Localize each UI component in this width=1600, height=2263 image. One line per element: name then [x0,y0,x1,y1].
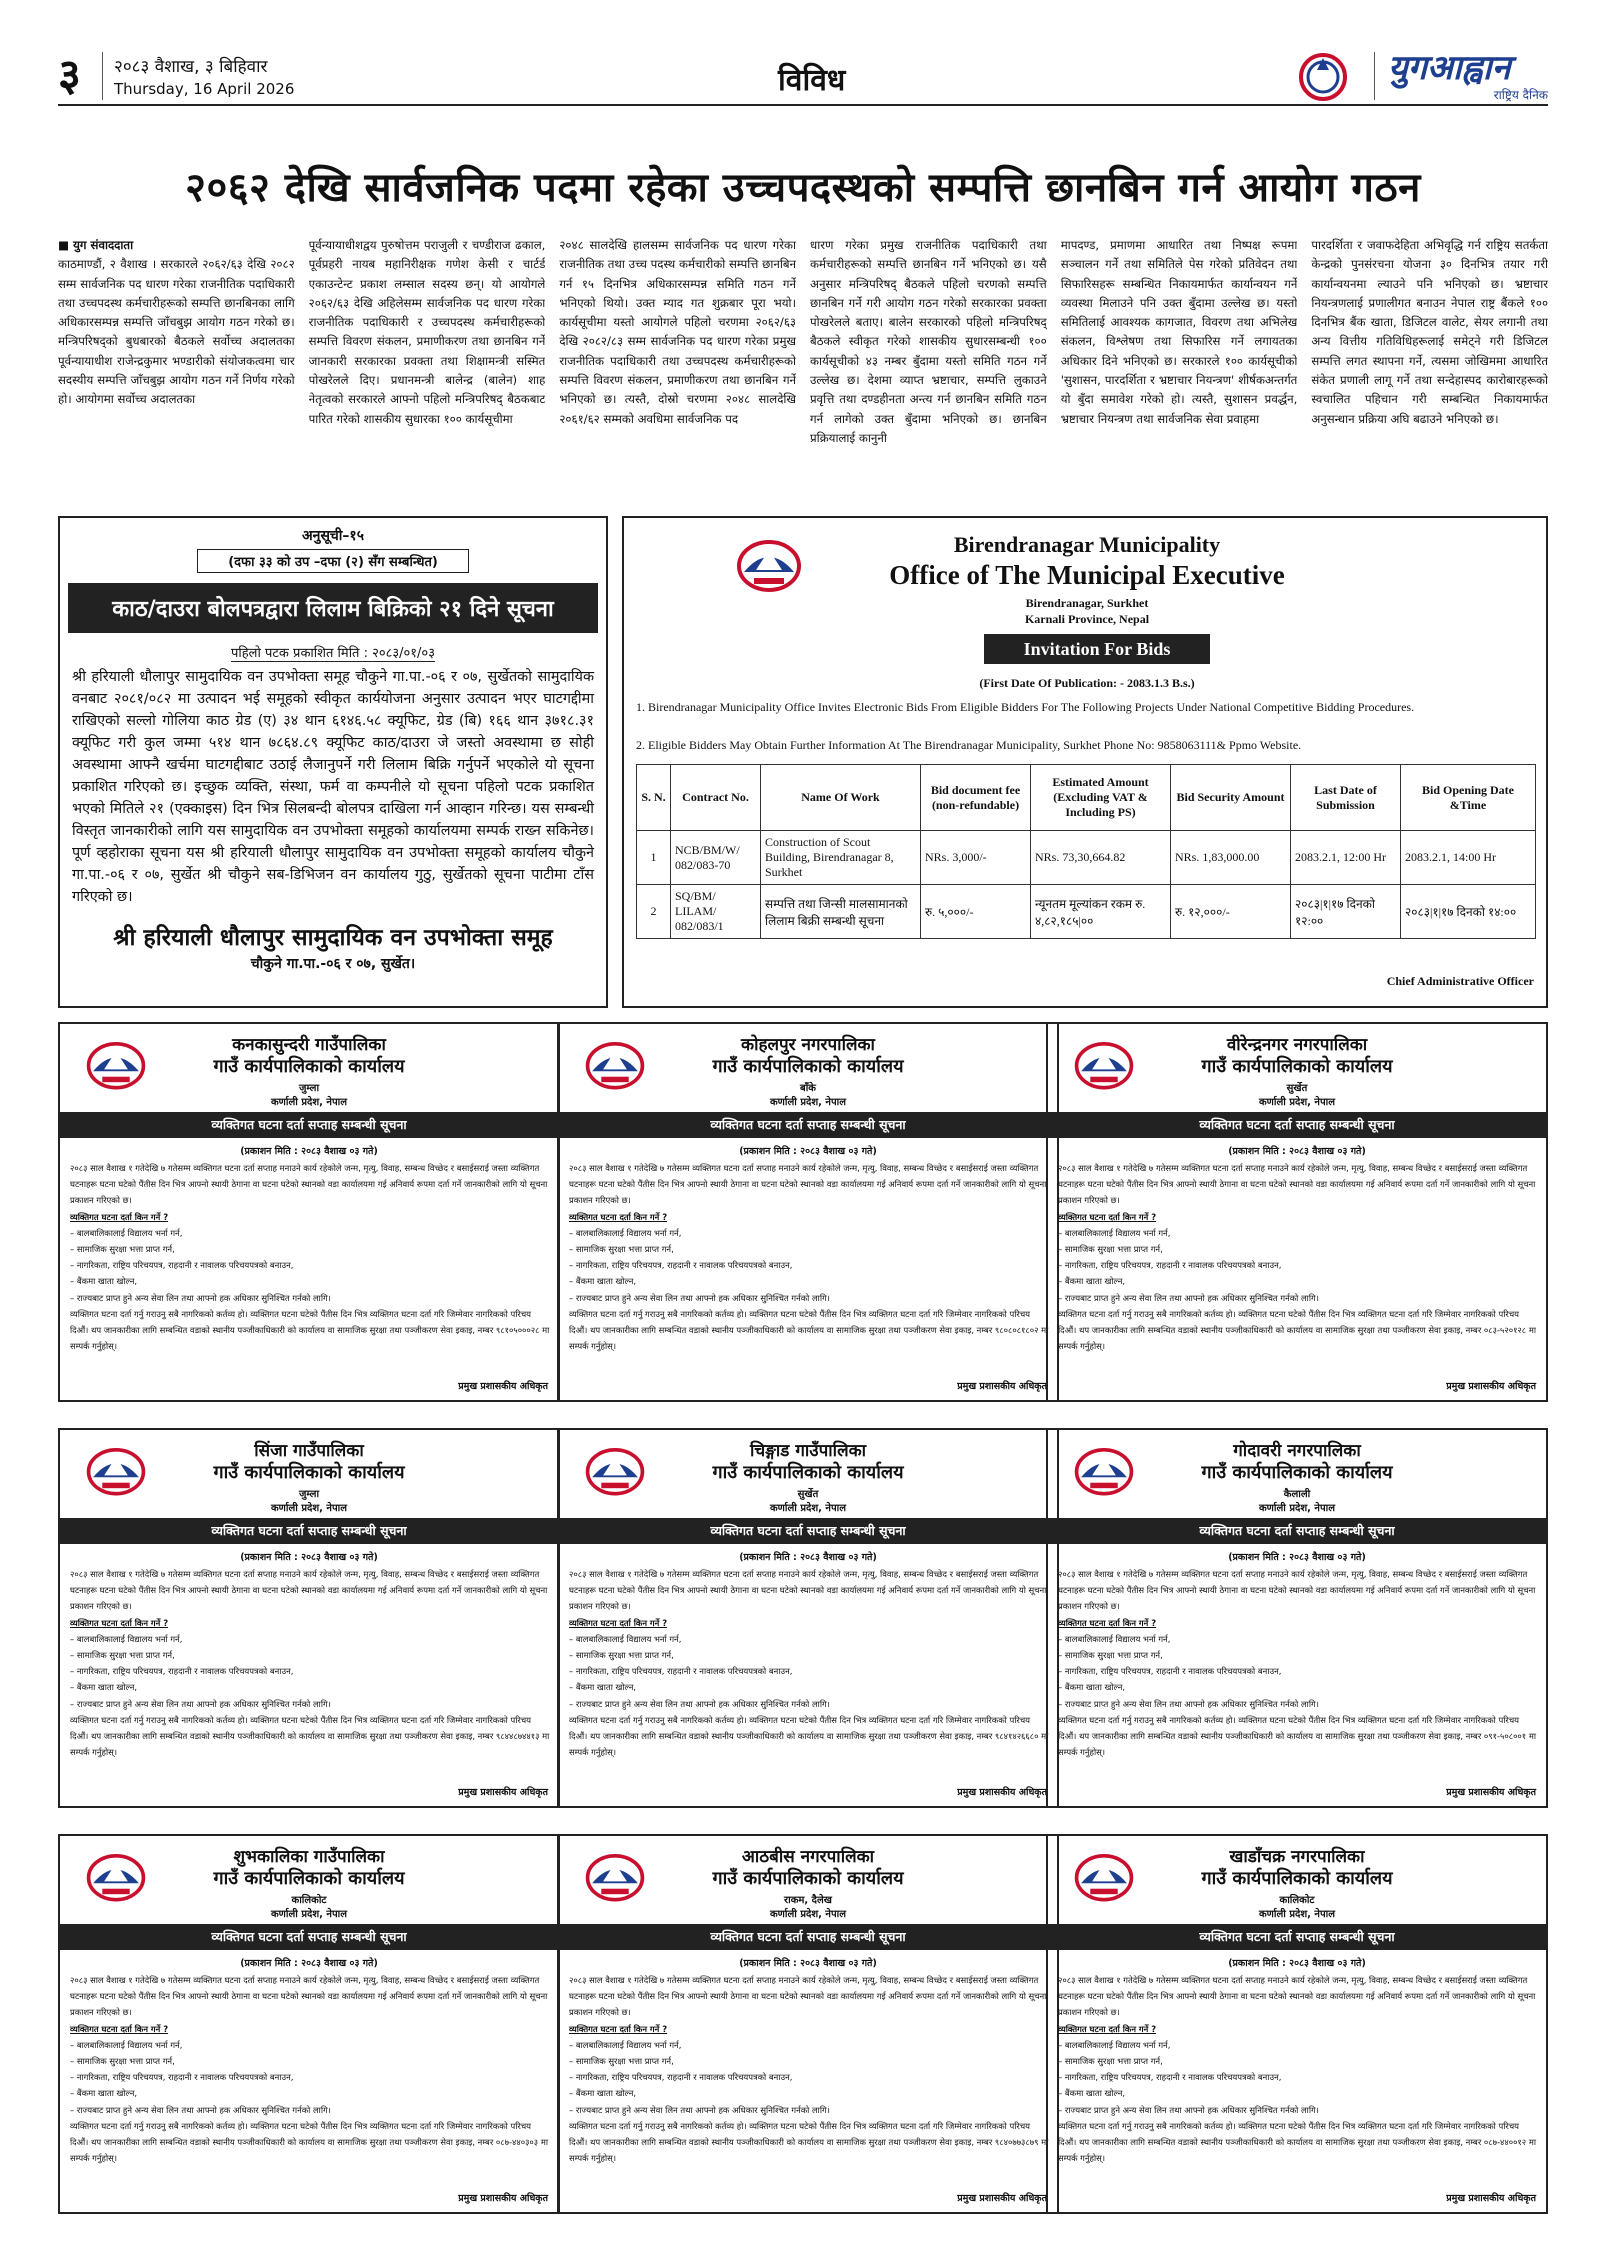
province-name: कर्णाली प्रदेश, नेपाल [769,1097,847,1108]
organization-name: श्री हरियाली धौलापुर सामुदायिक वन उपभोक्ता समूह [113,925,553,951]
office-name: गाउँ कार्यपालिकाको कार्यालय [213,1868,405,1889]
table-cell: Construction of Scout Building, Birendranagar 8, Surkhet [761,831,921,885]
table-cell: २०८३|१|१७ दिनको १४:०० [1401,885,1536,939]
closing-text: व्यक्तिगत घटना दर्ता गर्नु गराउनु सबै नागरिकको कर्तव्य हो। व्यक्तिगत घटना घटेको पैंतीस दिन भित्र व्यक्तिगत घटना दर्ता गरि जिम्मेवार नागरिकको परिचय दिऔं। थप जानकारीका लागि सम्बन्धित वडाको स्थानीय पञ्जीकाधिकारी को कार्यालय वा सामाजिक सुरक्षा तथा पञ्जीकरण सेवा इकाइ, नम्बर ०८७-४४०३०३ मा सम्पर्क गर्नुहोस्। [70,2120,548,2164]
column-header: Contract No. [671,765,761,831]
signatory: Chief Administrative Officer [1386,974,1534,988]
article-body [58,236,1548,498]
municipal-notice [557,1022,1059,1402]
bullet-item: – बैंकमा खाता खोल्न, [70,1276,138,1287]
column-header: Bid Opening Date &Time [1401,765,1536,831]
notice-body [569,1566,1049,1760]
headline: २०६२ देखि सार्वजनिक पदमा रहेका उच्चपदस्थको सम्पत्ति छानबिन गर्न आयोग गठन [185,165,1421,211]
bullet-item: – सामाजिक सुरक्षा भत्ता प्राप्त गर्न, [70,1244,175,1255]
table-cell: २०८३|१|१७ दिनको १२:०० [1291,885,1401,939]
table-row [637,831,1536,885]
bullet-item: – बालबालिकालाई विद्यालय भर्ना गर्न, [569,2039,682,2050]
page-header [58,50,1548,106]
bullet-item: – राज्यबाट प्राप्त हुने अन्य सेवा लिन तथा आफ्नो हक अधिकार सुनिश्चित गर्नको लागि। [569,2104,830,2115]
intro-text: २०८३ साल वैशाख १ गतेदेखि ७ गतेसम्म व्यक्तिगत घटना दर्ता सप्ताह मनाउने कार्य रहेकोले जन्म, मृत्यु, विवाह, सम्बन्ध विच्छेद र बसाईसराई जस्ता व्यक्तिगत घटनाहरू घटना घटेको पैंतीस दिन भित्र आफ्नो स्थायी ठेगाना वा घटना घटेको स्थानको वडा कार्यालयमा गई अनिवार्य रूपमा दर्ता गर्ने जानकारीको लागि यो सूचना प्रकाशन गरिएको छ। [1058,1569,1536,1612]
municipality-name: कनकासुन्दरी गाउँपालिका [232,1035,386,1055]
closing-text: व्यक्तिगत घटना दर्ता गर्नु गराउनु सबै नागरिकको कर्तव्य हो। व्यक्तिगत घटना घटेको पैंतीस दिन भित्र व्यक्तिगत घटना दर्ता गरि जिम्मेवार नागरिकको परिचय दिऔं। थप जानकारीका लागि सम्बन्धित वडाको स्थानीय पञ्जीकाधिकारी को कार्यालय वा सामाजिक सुरक्षा तथा पञ्जीकरण सेवा इकाइ, नम्बर ९८१०५०००२८ मा सम्पर्क गर्नुहोस्। [70,1308,550,1352]
bullet-item: – सामाजिक सुरक्षा भत्ता प्राप्त गर्न, [70,1650,175,1661]
municipality-name: गोदावरी नगरपालिका [1233,1441,1361,1461]
signatory: प्रमुख प्रशासकीय अधिकृत [1446,1381,1536,1392]
bullet-item: – बैंकमा खाता खोल्न, [1058,2088,1126,2099]
phone-number: ०८७-४४०३०३ [495,2137,539,2148]
organization-address: चौकुने गा.पा.-०६ र ०७, सुर्खेत। [250,956,416,972]
signatory: प्रमुख प्रशासकीय अधिकृत [1446,2193,1536,2204]
table-cell: 2083.2.1, 14:00 Hr [1401,831,1536,885]
notice-banner: व्यक्तिगत घटना दर्ता सप्ताह सम्बन्धी सूचना [1048,1518,1546,1544]
bullet-item: – बैंकमा खाता खोल्न, [1058,1276,1126,1287]
publication-date: (प्रकाशन मिति : २०८३ वैशाख ०३ गते) [240,1958,378,1969]
province-name: कर्णाली प्रदेश, नेपाल [1258,1909,1336,1920]
column-header: Estimated Amount (Excluding VAT & Including PS) [1031,765,1171,831]
publication-date: (प्रकाशन मिति : २०८३ वैशाख ०३ गते) [240,1146,378,1157]
office-name: Office of The Municipal Executive [889,560,1285,590]
notice-banner: व्यक्तिगत घटना दर्ता सप्ताह सम्बन्धी सूचना [60,1112,558,1138]
table-cell: NRs. 3,000/- [921,831,1031,885]
bullet-item: – राज्यबाट प्राप्त हुने अन्य सेवा लिन तथा आफ्नो हक अधिकार सुनिश्चित गर्नको लागि। [70,1292,331,1303]
column-header: Last Date of Submission [1291,765,1401,831]
notice-body [70,1566,550,1760]
table-cell: 1 [637,831,671,885]
intro-text: २०८३ साल वैशाख १ गतेदेखि ७ गतेसम्म व्यक्तिगत घटना दर्ता सप्ताह मनाउने कार्य रहेकोले जन्म, मृत्यु, विवाह, सम्बन्ध विच्छेद र बसाईसराई जस्ता व्यक्तिगत घटनाहरू घटना घटेको पैंतीस दिन भित्र आफ्नो स्थायी ठेगाना वा घटना घटेको स्थानको वडा कार्यालयमा गई अनिवार्य रूपमा दर्ता गर्ने जानकारीको लागि यो सूचना प्रकाशन गरिएको छ। [70,1975,548,2018]
municipality-name: चिङ्गाड गाउँपालिका [749,1441,867,1461]
table-cell: 2083.2.1, 12:00 Hr [1291,831,1401,885]
question-heading: व्यक्तिगत घटना दर्ता किन गर्ने ? [569,1211,668,1222]
schedule-title: अनुसूची–१५ [301,528,364,544]
address-line: Karnali Province, Nepal [1024,612,1150,626]
article-column: २०४८ सालदेखि हालसम्म सार्वजनिक पद धारण गरेका राजनीतिक तथा उच्च पदस्थ कर्मचारीको सम्पत्ति छानबिन गर्न १५ दिनभित्र अधिकारसम्पन्न समिति गठन गर्ने भनिएको थियो। उक्त म्याद गत शुक्रबार पूरा भयो। कार्यसूचीमा यस्तो आयोगले पहिलो चरणमा २०६२/६३ देखि २०८२/८३ सम्म सार्वजनिक पद धारण गरेका प्रमुख राजनीतिक पदाधिकारी तथा उच्चपदस्थ कर्मचारीहरूको सम्पत्ति विवरण संकलन, प्रमाणीकरण तथा छानबिन गर्ने भनिएको छ। त्यस्तै, दोस्रो चरणमा २०४८ सालदेखि २०६१/६२ सम्मको अवधिमा सार्वजनिक पद [559,238,797,426]
province-name: कर्णाली प्रदेश, नेपाल [270,1909,348,1920]
district-name: बाँके [800,1083,816,1094]
municipality-name: शुभकालिका गाउँपालिका [233,1847,385,1867]
bullet-item: – राज्यबाट प्राप्त हुने अन्य सेवा लिन तथा आफ्नो हक अधिकार सुनिश्चित गर्नको लागि। [1058,2104,1319,2115]
bullet-item: – नागरिकता, राष्ट्रिय परिचयपत्र, राहदानी र नावालक परिचयपत्रको बनाउन, [1058,2072,1282,2083]
phone-number: ०८३-५२०१२८ [1483,1325,1527,1336]
notice-banner: व्यक्तिगत घटना दर्ता सप्ताह सम्बन्धी सूचना [1048,1112,1546,1138]
province-name: कर्णाली प्रदेश, नेपाल [769,1909,847,1920]
municipal-notice [58,1834,560,2214]
publication-date: (प्रकाशन मिति : २०८३ वैशाख ०३ गते) [1228,1552,1366,1563]
closing-text: व्यक्तिगत घटना दर्ता गर्नु गराउनु सबै नागरिकको कर्तव्य हो। व्यक्तिगत घटना घटेको पैंतीस दिन भित्र व्यक्तिगत घटना दर्ता गरि जिम्मेवार नागरिकको परिचय दिऔं। थप जानकारीका लागि सम्बन्धित वडाको स्थानीय पञ्जीकाधिकारी को कार्यालय वा सामाजिक सुरक्षा तथा पञ्जीकरण सेवा इकाइ, नम्बर ०८७-४४००१२ मा सम्पर्क गर्नुहोस्। [1058,2120,1536,2164]
table-cell: 2 [637,885,671,939]
address-line: Birendranagar, Surkhet [1025,596,1149,610]
question-heading: व्यक्तिगत घटना दर्ता किन गर्ने ? [1058,1211,1157,1222]
table-cell: NRs. 73,30,664.82 [1031,831,1171,885]
signatory: प्रमुख प्रशासकीय अधिकृत [1446,1787,1536,1798]
publication-date: (प्रकाशन मिति : २०८३ वैशाख ०३ गते) [1228,1146,1366,1157]
bullet-item: – बैंकमा खाता खोल्न, [569,2088,637,2099]
divider [1374,52,1375,100]
table-row [637,885,1536,939]
office-name: गाउँ कार्यपालिकाको कार्यालय [213,1056,405,1077]
article-column: ■ युग संवाददाता काठमाण्डौं, २ वैशाख । सरकारले २०६२/६३ देखि २०८२ सम्म सार्वजनिक पद धारण गरेका राजनीतिक पदाधिकारी तथा उच्चपदस्थ कर्मचारीहरूको सम्पत्ति छानबिनका लागि अधिकारसम्पन्न सम्पत्ति जाँचबुझ आयोग गठन गरेको छ। मन्त्रिपरिषद्को बुधबारको बैठकले सर्वोच्च अदालतका पूर्वन्यायाधीश राजेन्द्रकुमार भण्डारीको संयोजकत्वमा चार सदस्यीय सम्पत्ति जाँचबुझ आयोग गठन गर्ने निर्णय गरेको हो। आयोगमा सर्वोच्च अदालतका [58,238,295,407]
bullet-item: – सामाजिक सुरक्षा भत्ता प्राप्त गर्न, [1058,1244,1163,1255]
district-name: जुम्ला [298,1489,320,1500]
table-cell: NRs. 1,83,000.00 [1171,831,1291,885]
question-heading: व्यक्तिगत घटना दर्ता किन गर्ने ? [70,2023,169,2034]
divider [102,52,103,100]
closing-text: व्यक्तिगत घटना दर्ता गर्नु गराउनु सबै नागरिकको कर्तव्य हो। व्यक्तिगत घटना घटेको पैंतीस दिन भित्र व्यक्तिगत घटना दर्ता गरि जिम्मेवार नागरिकको परिचय दिऔं। थप जानकारीका लागि सम्बन्धित वडाको स्थानीय पञ्जीकाधिकारी को कार्यालय वा सामाजिक सुरक्षा तथा पञ्जीकरण सेवा इकाइ, नम्बर ९८०८०८१८०२ मा सम्पर्क गर्नुहोस्। [569,1308,1049,1352]
intro-text: २०८३ साल वैशाख १ गतेदेखि ७ गतेसम्म व्यक्तिगत घटना दर्ता सप्ताह मनाउने कार्य रहेकोले जन्म, मृत्यु, विवाह, सम्बन्ध विच्छेद र बसाईसराई जस्ता व्यक्तिगत घटनाहरू घटना घटेको पैंतीस दिन भित्र आफ्नो स्थायी ठेगाना वा घटना घटेको स्थानको वडा कार्यालयमा गई अनिवार्य रूपमा दर्ता गर्ने जानकारीको लागि यो सूचना प्रकाशन गरिएको छ। [569,1975,1047,2018]
bullet-item: – नागरिकता, राष्ट्रिय परिचयपत्र, राहदानी र नावालक परिचयपत्रको बनाउन, [569,2072,793,2083]
tender-banner: Invitation For Bids [984,634,1210,664]
municipal-notice [557,1834,1059,2214]
question-heading: व्यक्तिगत घटना दर्ता किन गर्ने ? [1058,1617,1157,1628]
office-name: गाउँ कार्यपालिकाको कार्यालय [712,1868,904,1889]
question-heading: व्यक्तिगत घटना दर्ता किन गर्ने ? [70,1617,169,1628]
question-heading: व्यक्तिगत घटना दर्ता किन गर्ने ? [1058,2023,1157,2034]
notice-body [1058,1160,1538,1354]
closing-text: व्यक्तिगत घटना दर्ता गर्नु गराउनु सबै नागरिकको कर्तव्य हो। व्यक्तिगत घटना घटेको पैंतीस दिन भित्र व्यक्तिगत घटना दर्ता गरि जिम्मेवार नागरिकको परिचय दिऔं। थप जानकारीका लागि सम्बन्धित वडाको स्थानीय पञ्जीकाधिकारी को कार्यालय वा सामाजिक सुरक्षा तथा पञ्जीकरण सेवा इकाइ, नम्बर ९८४०७७३८७९ मा सम्पर्क गर्नुहोस्। [569,2120,1049,2164]
bullet-item: – बालबालिकालाई विद्यालय भर्ना गर्न, [1058,2039,1171,2050]
phone-number: ९८४४८७४४१३ [495,1731,540,1742]
notice-body: श्री हरियाली धौलापुर सामुदायिक वन उपभोक्ता समूह चौकुने गा.पा.-०६ र ०७, सुर्खेतको सामुदायिक वनबाट २०८१/०८२ मा उत्पादन भई समूहको स्वीकृत कार्ययोजना अनुसार उत्पादन भएर घाटगद्दीमा राखिएको सल्लो गोलिया काठ ग्रेड (ए) ३४ थान ६१४६.५८ क्यूफिट, ग्रेड (बि) १६६ थान ३७१८.३१ क्यूफिट गरी कुल जम्मा ५१४ थान ७८६४.८९ क्यूफिट काठ/दाउरा जे जस्तो अवस्थामा छ सोही अवस्थामा आफ्नै खर्चमा घाटगद्दीबाट उठाई लैजानुपर्ने गरी लिलाम बिक्रि गर्नुपर्ने भएकोले यो सूचना प्रकाशित गरिएको छ। इच्छुक व्यक्ति, संस्था, फर्म वा कम्पनीले यो सूचना पहिलो पटक प्रकाशित भएको मितिले २१ (एक्काइस) दिन भित्र सिलबन्दी बोलपत्र दाखिला गर्न आव्हान गरिन्छ। यस सम्बन्धी विस्तृत जानकारीको लागि यस सामुदायिक वन उपभोक्ता समूहको कार्यालयमा सम्पर्क राख्न सकिनेछ। पूर्ण व्हहोराका सूचना यस श्री हरियाली धौलापुर सामुदायिक वन उपभोक्ता समूहको कार्यालय चौकुने गा.पा.-०६ र ०७, सुर्खेत श्री चौकुने सब-डिभिजन वन कार्यालय गुठु, सुर्खेतको सूचना पाटीमा टाँस गरिएको छ। [72,669,594,905]
intro-text: २०८३ साल वैशाख १ गतेदेखि ७ गतेसम्म व्यक्तिगत घटना दर्ता सप्ताह मनाउने कार्य रहेकोले जन्म, मृत्यु, विवाह, सम्बन्ध विच्छेद र बसाईसराई जस्ता व्यक्तिगत घटनाहरू घटना घटेको पैंतीस दिन भित्र आफ्नो स्थायी ठेगाना वा घटना घटेको स्थानको वडा कार्यालयमा गई अनिवार्य रूपमा दर्ता गर्ने जानकारीको लागि यो सूचना प्रकाशन गरिएको छ। [1058,1975,1536,2018]
column-header: Bid Security Amount [1171,765,1291,831]
office-name: गाउँ कार्यपालिकाको कार्यालय [1201,1462,1393,1483]
notice-banner: काठ/दाउरा बोलपत्रद्वारा लिलाम बिक्रिको २१ दिने सूचना [68,583,598,633]
municipal-notice [1046,1428,1548,1808]
municipality-name: खाडाँचक्र नगरपालिका [1229,1847,1365,1867]
notice-banner: व्यक्तिगत घटना दर्ता सप्ताह सम्बन्धी सूचना [559,1518,1057,1544]
bid-table [636,764,1536,939]
intro-text: २०८३ साल वैशाख १ गतेदेखि ७ गतेसम्म व्यक्तिगत घटना दर्ता सप्ताह मनाउने कार्य रहेकोले जन्म, मृत्यु, विवाह, सम्बन्ध विच्छेद र बसाईसराई जस्ता व्यक्तिगत घटनाहरू घटना घटेको पैंतीस दिन भित्र आफ्नो स्थायी ठेगाना वा घटना घटेको स्थानको वडा कार्यालयमा गई अनिवार्य रूपमा दर्ता गर्ने जानकारीको लागि यो सूचना प्रकाशन गरिएको छ। [569,1163,1047,1206]
bullet-item: – सामाजिक सुरक्षा भत्ता प्राप्त गर्न, [1058,2056,1163,2067]
notice-banner: व्यक्तिगत घटना दर्ता सप्ताह सम्बन्धी सूचना [60,1924,558,1950]
auction-notice [58,516,608,1008]
bullet-item: – नागरिकता, राष्ट्रिय परिचयपत्र, राहदानी र नावालक परिचयपत्रको बनाउन, [569,1666,793,1677]
municipal-notice [58,1022,560,1402]
table-header-row [637,765,1536,831]
masthead-title: युगआह्वान [1388,48,1511,88]
table-cell: रु. ५,०००/- [921,885,1031,939]
phone-number: ९८४१४२६६८० [994,1731,1039,1742]
bullet-item: – नागरिकता, राष्ट्रिय परिचयपत्र, राहदानी र नावालक परिचयपत्रको बनाउन, [1058,1260,1282,1271]
masthead [1388,50,1548,104]
province-name: कर्णाली प्रदेश, नेपाल [1258,1097,1336,1108]
municipal-notice [1046,1834,1548,2214]
bullet-item: – नागरिकता, राष्ट्रिय परिचयपत्र, राहदानी र नावालक परिचयपत्रको बनाउन, [70,1666,294,1677]
province-name: कर्णाली प्रदेश, नेपाल [270,1097,348,1108]
bullet-item: – नागरिकता, राष्ट्रिय परिचयपत्र, राहदानी र नावालक परिचयपत्रको बनाउन, [569,1260,793,1271]
office-name: गाउँ कार्यपालिकाको कार्यालय [712,1462,904,1483]
article-column: पारदर्शिता र जवाफदेहिता अभिवृद्धि गर्न राष्ट्रिय सतर्कता केन्द्रको पुनसंरचना योजना ३० दिनभित्र तयार गरी कार्यान्वयनमा ल्याउने पनि भनिएको छ। भ्रष्टाचार नियन्त्रणलाई प्रणालीगत बनाउन नेपाल राष्ट्र बैंकले १०० दिनभित्र बैंक खाता, डिजिटल वालेट, सेयर लगानी तथा अन्य वित्तीय गतिविधिहरूलाई समेट्ने गरी डिजिटल सम्पत्ति लगत स्थापना गर्ने, त्यसमा जोखिममा आधारित संकेत प्रणाली लागू गर्ने तथा सन्देहास्पद कारोबारहरूको स्वचालित पहिचान गरी सम्बन्धित निकायमार्फत अनुसन्धान प्रक्रिया अघि बढाउने भनिएको छ। [1311,238,1549,426]
bullet-item: – सामाजिक सुरक्षा भत्ता प्राप्त गर्न, [70,2056,175,2067]
signatory: प्रमुख प्रशासकीय अधिकृत [458,1381,548,1392]
closing-text: व्यक्तिगत घटना दर्ता गर्नु गराउनु सबै नागरिकको कर्तव्य हो। व्यक्तिगत घटना घटेको पैंतीस दिन भित्र व्यक्तिगत घटना दर्ता गरि जिम्मेवार नागरिकको परिचय दिऔं। थप जानकारीका लागि सम्बन्धित वडाको स्थानीय पञ्जीकाधिकारी को कार्यालय वा सामाजिक सुरक्षा तथा पञ्जीकरण सेवा इकाइ, नम्बर ९८४४८७४४१३ मा सम्पर्क गर्नुहोस्। [70,1714,550,1758]
signatory: प्रमुख प्रशासकीय अधिकृत [957,2193,1047,2204]
bullet-item: – बालबालिकालाई विद्यालय भर्ना गर्न, [70,2039,183,2050]
signatory: प्रमुख प्रशासकीय अधिकृत [957,1381,1047,1392]
phone-number: ०८७-४४००१२ [1483,2137,1527,2148]
question-heading: व्यक्तिगत घटना दर्ता किन गर्ने ? [70,1211,169,1222]
notice-banner: व्यक्तिगत घटना दर्ता सप्ताह सम्बन्धी सूचना [559,1924,1057,1950]
signatory: प्रमुख प्रशासकीय अधिकृत [458,1787,548,1798]
phone-number: ९८१०५०००२८ [495,1325,540,1336]
bullet-item: – बैंकमा खाता खोल्न, [1058,1682,1126,1693]
bullet-item: – राज्यबाट प्राप्त हुने अन्य सेवा लिन तथा आफ्नो हक अधिकार सुनिश्चित गर्नको लागि। [1058,1698,1319,1709]
bullet-item: – बालबालिकालाई विद्यालय भर्ना गर्न, [70,1633,183,1644]
bullet-item: – बैंकमा खाता खोल्न, [569,1276,637,1287]
byline: ■ युग संवाददाता [58,238,134,252]
question-heading: व्यक्तिगत घटना दर्ता किन गर्ने ? [569,1617,668,1628]
table-cell: NCB/BM/W/ 082/083-70 [671,831,761,885]
publication-date: पहिलो पटक प्रकाशित मिति : २०८३/०१/०३ [231,643,435,662]
municipality-name: सिंजा गाउँपालिका [254,1441,364,1461]
bullet-item: – राज्यबाट प्राप्त हुने अन्य सेवा लिन तथा आफ्नो हक अधिकार सुनिश्चित गर्नको लागि। [70,1698,331,1709]
section-title: विविध [778,63,846,98]
column-header: S. N. [637,765,671,831]
masthead-subtitle: राष्ट्रिय दैनिक [1493,88,1548,102]
publication-date: (First Date Of Publication: - 2083.1.3 B.s.) [979,676,1195,690]
office-name: गाउँ कार्यपालिकाको कार्यालय [1201,1056,1393,1077]
closing-text: व्यक्तिगत घटना दर्ता गर्नु गराउनु सबै नागरिकको कर्तव्य हो। व्यक्तिगत घटना घटेको पैंतीस दिन भित्र व्यक्तिगत घटना दर्ता गरि जिम्मेवार नागरिकको परिचय दिऔं। थप जानकारीका लागि सम्बन्धित वडाको स्थानीय पञ्जीकाधिकारी को कार्यालय वा सामाजिक सुरक्षा तथा पञ्जीकरण सेवा इकाइ, नम्बर ०८३-५२०१२८ मा सम्पर्क गर्नुहोस्। [1058,1308,1536,1352]
publication-date: (प्रकाशन मिति : २०८३ वैशाख ०३ गते) [1228,1958,1366,1969]
bullet-item: – राज्यबाट प्राप्त हुने अन्य सेवा लिन तथा आफ्नो हक अधिकार सुनिश्चित गर्नको लागि। [569,1292,830,1303]
municipality-name: Birendranagar Municipality [953,532,1221,557]
table-cell: SQ/BM/ LILAM/ 082/083/1 [671,885,761,939]
question-heading: व्यक्तिगत घटना दर्ता किन गर्ने ? [569,2023,668,2034]
office-name: गाउँ कार्यपालिकाको कार्यालय [1201,1868,1393,1889]
bullet-item: – नागरिकता, राष्ट्रिय परिचयपत्र, राहदानी र नावालक परिचयपत्रको बनाउन, [1058,1666,1282,1677]
article-column: धारण गरेका प्रमुख राजनीतिक पदाधिकारी तथा कर्मचारीहरूको सम्पत्ति छानबिन गर्ने भनिएको छ। यसै अनुसार मन्त्रिपरिषद् बैठकले पहिलो चरणको सम्पत्ति छानबिन गर्ने गरी आयोग गठन गरेको सरकारका प्रवक्ता पोखरेलले बताए। बालेन सरकारको पहिलो मन्त्रिपरिषद् बैठकले स्वीकृत गरेको शासकीय सुधारसम्बन्धी १०० कार्यसूचीको ४३ नम्बर बुँदामा यस्तो समिति गठन गर्ने उल्लेख छ। देशमा व्याप्त भ्रष्टाचार, सम्पत्ति लुकाउने प्रवृत्ति तथा दण्डहीनता अन्त्य गर्न छानबिन समिति गठन गर्न लागेको उक्त बुँदामा भनिएको छ। छानबिन प्रक्रियालाई कानुनी [810,238,1047,445]
office-name: गाउँ कार्यपालिकाको कार्यालय [213,1462,405,1483]
column-header: Bid document fee (non-refundable) [921,765,1031,831]
municipal-notice [557,1428,1059,1808]
notice-body [569,1160,1049,1354]
publication-date: (प्रकाशन मिति : २०८३ वैशाख ०३ गते) [739,1958,877,1969]
municipal-notice [58,1428,560,1808]
publication-date: (प्रकाशन मिति : २०८३ वैशाख ०३ गते) [240,1552,378,1563]
signatory: प्रमुख प्रशासकीय अधिकृत [458,2193,548,2204]
notice-banner: व्यक्तिगत घटना दर्ता सप्ताह सम्बन्धी सूचना [559,1112,1057,1138]
bullet-item: – सामाजिक सुरक्षा भत्ता प्राप्त गर्न, [569,1650,674,1661]
bullet-item: – राज्यबाट प्राप्त हुने अन्य सेवा लिन तथा आफ्नो हक अधिकार सुनिश्चित गर्नको लागि। [1058,1292,1319,1303]
table-cell: रु. १२,०००/- [1171,885,1291,939]
article-column: पूर्वन्यायाधीशद्वय पुरुषोत्तम पराजुली र चण्डीराज ढकाल, पूर्वप्रहरी नायब महानिरीक्षक गणेश केसी र चार्टर्ड एकाउन्टेन्ट प्रकाश लम्साल सदस्य छन्। यो आयोगले २०६२/६३ देखि अहिलेसम्म सार्वजनिक पद धारण गरेका राजनीतिक पदाधिकारी र उच्चपदस्थ कर्मचारीहरूको सम्पत्ति विवरण संकलन, प्रमाणीकरण तथा छानबिन गर्ने जानकारी सरकारका प्रवक्ता तथा शिक्षामन्त्री सस्मित पोखरेलले दिए। प्रधानमन्त्री बालेन्द्र (बालेन) शाह नेतृत्वको सरकारले आफ्नो पहिलो मन्त्रिपरिषद् बैठकबाट पारित गरेको शासकीय सुधारका १०० कार्यसूचीमा [308,238,546,426]
notice-banner: व्यक्तिगत घटना दर्ता सप्ताह सम्बन्धी सूचना [60,1518,558,1544]
page-number: ३ [58,50,81,101]
bullet-item: – बैंकमा खाता खोल्न, [70,1682,138,1693]
district-name: सुर्खेत [797,1489,819,1500]
publication-date: (प्रकाशन मिति : २०८३ वैशाख ०३ गते) [739,1552,877,1563]
bullet-item: – बालबालिकालाई विद्यालय भर्ना गर्न, [1058,1227,1171,1238]
notice-banner: व्यक्तिगत घटना दर्ता सप्ताह सम्बन्धी सूचना [1048,1924,1546,1950]
table-cell: सम्पत्ति तथा जिन्सी मालसामानको लिलाम बिक्री सम्बन्धी सूचना [761,885,921,939]
phone-number: ०९१-५०८००१ [1483,1731,1527,1742]
municipality-name: कोहलपुर नगरपालिका [741,1035,875,1055]
province-name: कर्णाली प्रदेश, नेपाल [1258,1503,1336,1514]
date-nepali: २०८३ वैशाख, ३ बिहिवार [114,57,268,77]
date-english: Thursday, 16 April 2026 [114,80,295,98]
district-name: राकम, दैलेख [784,1895,832,1906]
phone-number: ९८०८०८१८०२ [994,1325,1039,1336]
notice-body [70,1972,550,2166]
bullet-item: – बैंकमा खाता खोल्न, [70,2088,138,2099]
intro-text: २०८३ साल वैशाख १ गतेदेखि ७ गतेसम्म व्यक्तिगत घटना दर्ता सप्ताह मनाउने कार्य रहेकोले जन्म, मृत्यु, विवाह, सम्बन्ध विच्छेद र बसाईसराई जस्ता व्यक्तिगत घटनाहरू घटना घटेको पैंतीस दिन भित्र आफ्नो स्थायी ठेगाना वा घटना घटेको स्थानको वडा कार्यालयमा गई अनिवार्य रूपमा दर्ता गर्ने जानकारीको लागि यो सूचना प्रकाशन गरिएको छ। [569,1569,1047,1612]
province-name: कर्णाली प्रदेश, नेपाल [270,1503,348,1514]
closing-text: व्यक्तिगत घटना दर्ता गर्नु गराउनु सबै नागरिकको कर्तव्य हो। व्यक्तिगत घटना घटेको पैंतीस दिन भित्र व्यक्तिगत घटना दर्ता गरि जिम्मेवार नागरिकको परिचय दिऔं। थप जानकारीका लागि सम्बन्धित वडाको स्थानीय पञ्जीकाधिकारी को कार्यालय वा सामाजिक सुरक्षा तथा पञ्जीकरण सेवा इकाइ, नम्बर ०९१-५०८००१ मा सम्पर्क गर्नुहोस्। [1058,1714,1536,1758]
signatory: प्रमुख प्रशासकीय अधिकृत [957,1787,1047,1798]
bullet-item: – बालबालिकालाई विद्यालय भर्ना गर्न, [70,1227,183,1238]
notice-body [1058,1566,1538,1760]
intro-text: २०८३ साल वैशाख १ गतेदेखि ७ गतेसम्म व्यक्तिगत घटना दर्ता सप्ताह मनाउने कार्य रहेकोले जन्म, मृत्यु, विवाह, सम्बन्ध विच्छेद र बसाईसराई जस्ता व्यक्तिगत घटनाहरू घटना घटेको पैंतीस दिन भित्र आफ्नो स्थायी ठेगाना वा घटना घटेको स्थानको वडा कार्यालयमा गई अनिवार्य रूपमा दर्ता गर्ने जानकारीको लागि यो सूचना प्रकाशन गरिएको छ। [70,1569,548,1612]
bullet-item: – राज्यबाट प्राप्त हुने अन्य सेवा लिन तथा आफ्नो हक अधिकार सुनिश्चित गर्नको लागि। [569,1698,830,1709]
bullet-item: – सामाजिक सुरक्षा भत्ता प्राप्त गर्न, [1058,1650,1163,1661]
publication-date: (प्रकाशन मिति : २०८३ वैशाख ०३ गते) [739,1146,877,1157]
bullet-item: – बालबालिकालाई विद्यालय भर्ना गर्न, [569,1227,682,1238]
tender-notice [622,516,1548,1008]
intro-text: २०८३ साल वैशाख १ गतेदेखि ७ गतेसम्म व्यक्तिगत घटना दर्ता सप्ताह मनाउने कार्य रहेकोले जन्म, मृत्यु, विवाह, सम्बन्ध विच्छेद र बसाईसराई जस्ता व्यक्तिगत घटनाहरू घटना घटेको पैंतीस दिन भित्र आफ्नो स्थायी ठेगाना वा घटना घटेको स्थानको वडा कार्यालयमा गई अनिवार्य रूपमा दर्ता गर्ने जानकारीको लागि यो सूचना प्रकाशन गरिएको छ। [70,1163,548,1206]
bullet-item: – राज्यबाट प्राप्त हुने अन्य सेवा लिन तथा आफ्नो हक अधिकार सुनिश्चित गर्नको लागि। [70,2104,331,2115]
intro-text: २०८३ साल वैशाख १ गतेदेखि ७ गतेसम्म व्यक्तिगत घटना दर्ता सप्ताह मनाउने कार्य रहेकोले जन्म, मृत्यु, विवाह, सम्बन्ध विच्छेद र बसाईसराई जस्ता व्यक्तिगत घटनाहरू घटना घटेको पैंतीस दिन भित्र आफ्नो स्थायी ठेगाना वा घटना घटेको स्थानको वडा कार्यालयमा गई अनिवार्य रूपमा दर्ता गर्ने जानकारीको लागि यो सूचना प्रकाशन गरिएको छ। [1058,1163,1536,1206]
district-name: सुर्खेत [1286,1083,1308,1094]
bullet-item: – नागरिकता, राष्ट्रिय परिचयपत्र, राहदानी र नावालक परिचयपत्रको बनाउन, [70,2072,294,2083]
bullet-item: – सामाजिक सुरक्षा भत्ता प्राप्त गर्न, [569,1244,674,1255]
district-name: कालिकोट [1279,1895,1315,1906]
bullet-item: – नागरिकता, राष्ट्रिय परिचयपत्र, राहदानी र नावालक परिचयपत्रको बनाउन, [70,1260,294,1271]
province-name: कर्णाली प्रदेश, नेपाल [769,1503,847,1514]
bullet-item: – सामाजिक सुरक्षा भत्ता प्राप्त गर्न, [569,2056,674,2067]
closing-text: व्यक्तिगत घटना दर्ता गर्नु गराउनु सबै नागरिकको कर्तव्य हो। व्यक्तिगत घटना घटेको पैंतीस दिन भित्र व्यक्तिगत घटना दर्ता गरि जिम्मेवार नागरिकको परिचय दिऔं। थप जानकारीका लागि सम्बन्धित वडाको स्थानीय पञ्जीकाधिकारी को कार्यालय वा सामाजिक सुरक्षा तथा पञ्जीकरण सेवा इकाइ, नम्बर ९८४१४२६६८० मा सम्पर्क गर्नुहोस्। [569,1714,1049,1758]
rule-reference: (दफा ३३ को उप –दफा (२) सँग सम्बन्धित) [197,549,469,573]
notice-body [1058,1972,1538,2166]
notice-body [569,1972,1049,2166]
office-name: गाउँ कार्यपालिकाको कार्यालय [712,1056,904,1077]
tender-point: 2. Eligible Bidders May Obtain Further Information At The Birendranagar Municipality, Surkhet Phone No: 9858063111& Ppmo Website. [636,738,1302,752]
phone-number: ९८४०७७३८७९ [994,2137,1039,2148]
municipality-name: वीरेन्द्रनगर नगरपालिका [1226,1035,1368,1055]
table-cell: न्यूनतम मूल्यांकन रकम रु. ४,८२,१८५|०० [1031,885,1171,939]
district-name: कैलाली [1283,1489,1311,1500]
bullet-item: – बालबालिकालाई विद्यालय भर्ना गर्न, [569,1633,682,1644]
tender-point: 1. Birendranagar Municipality Office Invites Electronic Bids From Eligible Bidders For The Following Projects Under National Competitive Bidding Procedures. [636,700,1415,714]
notice-body [70,1160,550,1354]
district-name: कालिकोट [291,1895,327,1906]
column-header: Name Of Work [761,765,921,831]
bullet-item: – बैंकमा खाता खोल्न, [569,1682,637,1693]
municipal-notice [1046,1022,1548,1402]
bullet-item: – बालबालिकालाई विद्यालय भर्ना गर्न, [1058,1633,1171,1644]
municipality-name: आठबीस नगरपालिका [741,1847,875,1867]
article-column: मापदण्ड, प्रमाणमा आधारित तथा निष्पक्ष रूपमा सञ्चालन गर्ने तथा समितिले पेस गरेको प्रतिवेदन तथा सिफारिसहरू सम्बन्धित निकायमार्फत कार्यान्वयन गर्ने व्यवस्था मिलाउने पनि उक्त बुँदामा उल्लेख छ। यस्तो समितिलाई आवश्यक कागजात, विवरण तथा अभिलेख संकलन, विश्लेषण तथा सिफारिस गर्ने लगायतका अधिकार दिने भनिएको छ। सरकारले १०० कार्यसूचीको 'सुशासन, पारदर्शिता र भ्रष्टाचार नियन्त्रण' शीर्षकअन्तर्गत यो बुँदा समावेश गरेको हो। त्यस्तै, सुशासन प्रवर्द्धन, भ्रष्टाचार नियन्त्रण तथा सार्वजनिक सेवा प्रवाहमा [1060,238,1298,426]
anniversary-logo [1280,50,1366,104]
district-name: जुम्ला [298,1083,320,1094]
